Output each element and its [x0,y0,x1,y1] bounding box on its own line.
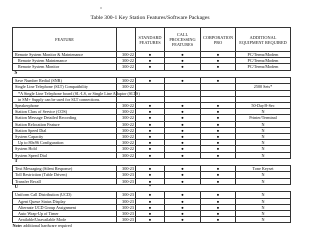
reference-cell: 300-22 [117,127,136,133]
additional-equipment-cell: N [236,172,291,178]
feature-cell: *A Single Line Telephone board (SL-LS, or Single Line Adaptor (SLTS) [13,90,117,96]
note-row [13,223,291,229]
standard-features-cell: ● [136,64,165,70]
additional-equipment-cell: N [236,204,291,210]
additional-equipment-cell: N [236,217,291,223]
feature-cell: Remote System Monitor & Maintenance [13,52,117,58]
reference-cell: 300-22 [117,78,136,84]
feature-cell: Remote System Maintenance [13,58,117,64]
corporation-pro-cell: ● [201,192,236,198]
call-processing-cell: ● [165,198,201,204]
additional-equipment-cell: N [236,121,291,127]
call-processing-cell: ● [165,133,201,139]
additional-equipment-cell: Tone Keyset [236,166,291,172]
section-call-cell [165,70,201,78]
feature-cell: System Capacity [13,133,117,139]
reference-cell: 300-22 [117,52,136,58]
section-corp-cell [201,158,236,166]
call-processing-cell: ● [165,204,201,210]
call-processing-cell: ● [165,64,201,70]
corporation-pro-cell: ● [201,198,236,204]
standard-features-cell: ● [136,146,165,152]
additional-equipment-cell: 2500 Sets* [236,84,291,90]
header-call-processing-features: CALL PROCESSING FEATURES [165,28,201,52]
reference-cell: 300-22 [117,146,136,152]
reference-cell: 300-22 [117,102,136,108]
feature-cell: Station Relocation Feature [13,121,117,127]
feature-cell: Agent Queue Status Display [13,198,117,204]
feature-cell: Save Number Redial (SNR) [13,78,117,84]
corporation-pro-cell: ● [201,210,236,216]
corporation-pro-cell: ● [201,121,236,127]
additional-equipment-cell: N [236,152,291,158]
additional-equipment-cell: PC/Terms/Modem [236,58,291,64]
corner-mark: " [100,8,103,13]
reference-cell: 300-23 [117,166,136,172]
call-processing-cell: ● [165,115,201,121]
reference-cell: 300-23 [117,172,136,178]
call-processing-cell: ● [165,146,201,152]
reference-cell: 300-22 [117,58,136,64]
call-processing-cell: ● [165,192,201,198]
call-processing-cell: ● [165,52,201,58]
call-processing-cell: ● [165,102,201,108]
section-ref-cell [117,184,136,192]
call-processing-cell: ● [165,58,201,64]
corporation-pro-cell: ● [201,146,236,152]
additional-equipment-cell: N [236,178,291,184]
standard-features-cell: ● [136,204,165,210]
standard-features-cell: ● [136,102,165,108]
reference-cell: 300-22 [117,115,136,121]
standard-features-cell: ● [136,52,165,58]
table-note [13,223,291,229]
corporation-pro-cell: ● [201,204,236,210]
features-table [12,27,291,229]
feature-cell: Speakerphone [13,102,117,108]
note-text: additional hardware required [22,223,72,229]
standard-features-cell: ● [136,121,165,127]
section-row [13,184,291,192]
additional-equipment-cell: N [236,198,291,204]
standard-features-cell: ● [136,178,165,184]
reference-cell: 300-23 [117,217,136,223]
header-row [13,28,291,52]
feature-cell: Single Line Telephone (SLT) Compatibility [13,84,117,90]
additional-equipment-cell: N [236,133,291,139]
section-req-cell [236,158,291,166]
call-processing-cell: ● [165,78,201,84]
feature-cell: in SM+ Supply can be used for SLT connections. [13,96,117,102]
corporation-pro-cell: ● [201,109,236,115]
section-corp-cell [201,184,236,192]
call-processing-cell: ● [165,140,201,146]
call-processing-cell: ● [165,152,201,158]
section-req-cell [236,184,291,192]
corporation-pro-cell: ● [201,127,236,133]
feature-cell: Available/Unavailable Mode [13,217,117,223]
additional-equipment-cell: Printer/Terminal [236,115,291,121]
reference-cell: 300-23 [117,192,136,198]
standard-features-cell: ● [136,172,165,178]
call-processing-cell: ● [165,121,201,127]
standard-features-cell: ● [136,133,165,139]
corporation-pro-cell: ● [201,78,236,84]
corporation-pro-cell: ● [201,217,236,223]
reference-cell: 300-22 [117,133,136,139]
standard-features-cell: ● [136,78,165,84]
call-processing-cell: ● [165,172,201,178]
feature-cell: Alternate UCD Group Assignment [13,204,117,210]
call-processing-cell: ● [165,217,201,223]
standard-features-cell: ● [136,210,165,216]
section-row [13,158,291,166]
additional-equipment-cell: N [236,127,291,133]
section-letter: U [13,184,117,192]
section-call-cell [165,184,201,192]
section-ref-cell [117,158,136,166]
standard-features-cell: ● [136,109,165,115]
standard-features-cell: ● [136,115,165,121]
section-standard-cell [136,158,165,166]
section-letter: S [13,70,117,78]
section-corp-cell [201,70,236,78]
reference-cell: 300-22 [117,64,136,70]
additional-equipment-cell: N [236,140,291,146]
standard-features-cell: ● [136,192,165,198]
additional-equipment-cell: 50-Day/8-Sec [236,102,291,108]
corporation-pro-cell: ● [201,140,236,146]
feature-cell: Remote System Monitor [13,64,117,70]
call-processing-cell: ● [165,178,201,184]
standard-features-cell: ● [136,217,165,223]
corporation-pro-cell: ● [201,166,236,172]
section-ref-cell [117,70,136,78]
standard-features-cell: ● [136,166,165,172]
standard-features-cell: ● [136,152,165,158]
standard-features-cell: ● [136,127,165,133]
section-letter: T [13,158,117,166]
note-label: Note: [12,223,23,229]
reference-cell: 300-23 [117,204,136,210]
reference-cell: 300-22 [117,109,136,115]
header-ref [117,28,136,52]
header-additional-equipment: ADDITIONAL EQUIPMENT REQUIRED [236,28,291,52]
reference-cell: 300-22 [117,140,136,146]
header-feature: FEATURE [13,28,117,52]
feature-cell: Text Messaging (Silent Response) [13,166,117,172]
feature-cell: Station Message Detailed Recording [13,115,117,121]
reference-cell: 300-22 [117,152,136,158]
section-standard-cell: * [136,184,165,192]
standard-features-cell: ● [136,140,165,146]
call-processing-cell: ● [165,109,201,115]
corporation-pro-cell: ● [201,52,236,58]
feature-cell: Uniform Call Distribution (UCD) [13,192,117,198]
feature-cell: System Speed Dial [13,152,117,158]
feature-cell: Station Class of Service (COS) [13,109,117,115]
call-processing-cell: ● [165,127,201,133]
reference-cell: 300-23 [117,198,136,204]
additional-equipment-cell: N [236,210,291,216]
feature-cell: Station Speed Dial [13,127,117,133]
feature-cell: Up to 80x96 Configuration [13,140,117,146]
additional-equipment-cell: N [236,109,291,115]
reference-cell: 300-23 [117,178,136,184]
corporation-pro-cell: ● [201,58,236,64]
corporation-pro-cell: ● [201,64,236,70]
reference-cell: 300-22 [117,121,136,127]
section-row [13,70,291,78]
corporation-pro-cell: ● [201,102,236,108]
corporation-pro-cell: ● [201,115,236,121]
header-standard-features: STANDARD FEATURES [136,28,165,52]
feature-cell: System Hold [13,146,117,152]
call-processing-cell: ● [165,210,201,216]
additional-equipment-cell: N [236,192,291,198]
feature-cell: Auto Wrap-Up of Timer [13,210,117,216]
corporation-pro-cell: ● [201,152,236,158]
section-req-cell [236,70,291,78]
table-title: Table 300-1 Key Station Features/Software Packages [90,15,210,21]
additional-equipment-cell: PC/Terms/Modem [236,64,291,70]
call-processing-cell: ● [165,166,201,172]
reference-cell: 300-23 [117,210,136,216]
section-standard-cell [136,70,165,78]
additional-equipment-cell: PC/Terms/Modem [236,52,291,58]
standard-features-cell: ● [136,58,165,64]
corporation-pro-cell: ● [201,178,236,184]
feature-cell: Transfer Recall [13,178,117,184]
header-corporation-pro: CORPORATION PRO [201,28,236,52]
additional-equipment-cell: N [236,146,291,152]
feature-cell: Toll Restriction (Table Driven) [13,172,117,178]
standard-features-cell: ● [136,198,165,204]
corporation-pro-cell: ● [201,133,236,139]
reference-cell: 300-22 [117,84,136,90]
section-call-cell [165,158,201,166]
table-body [13,52,291,223]
corporation-pro-cell: ● [201,172,236,178]
